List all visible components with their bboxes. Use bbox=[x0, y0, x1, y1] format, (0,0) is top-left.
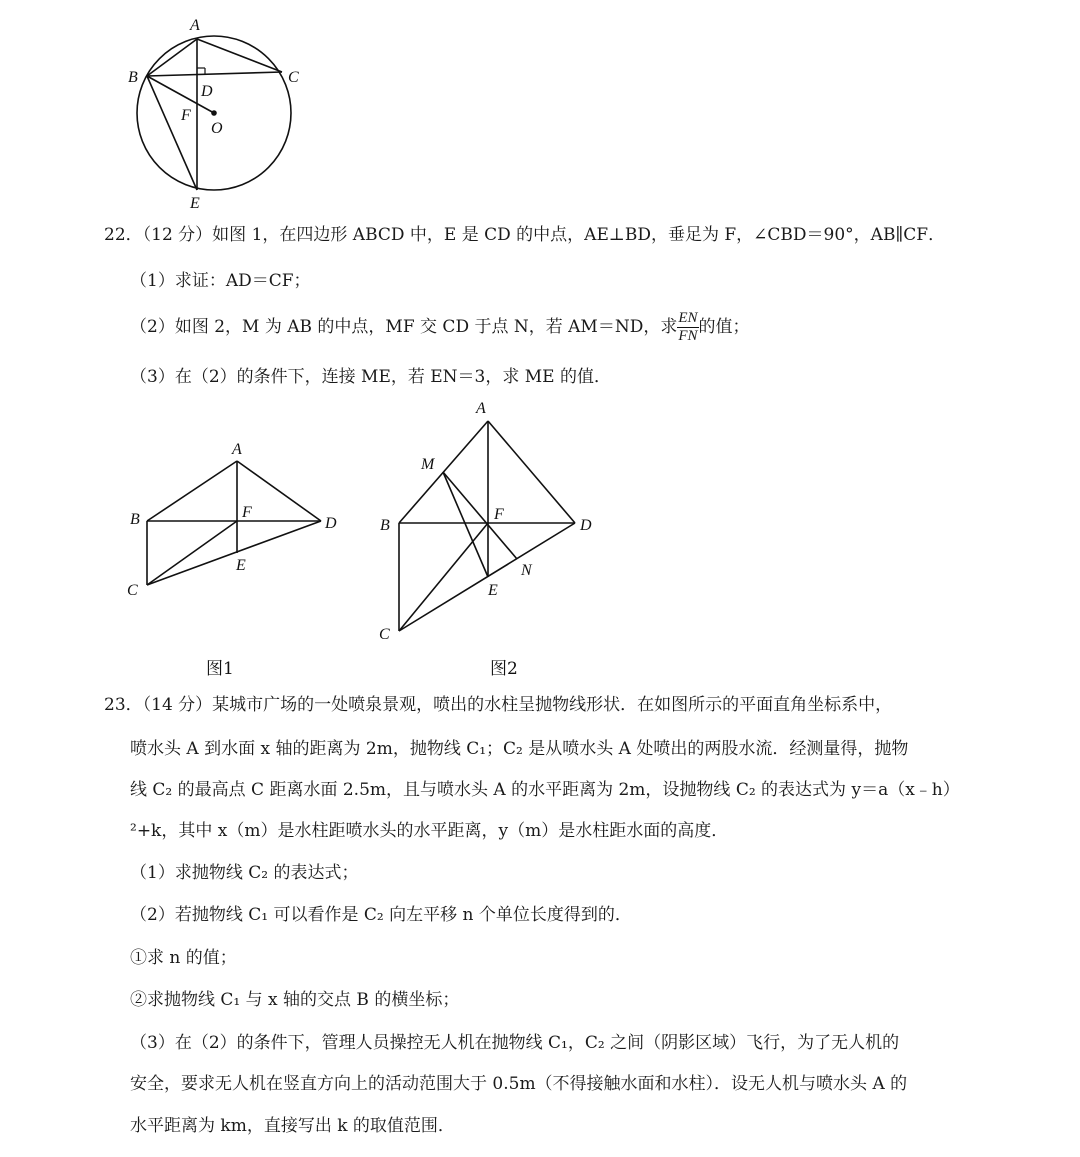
fig2-label-n: N bbox=[521, 562, 532, 579]
q23-line4: ²+k，其中 x（m）是水柱距喷水头的水平距离，y（m）是水柱距水面的高度． bbox=[130, 821, 729, 841]
point-o bbox=[211, 110, 217, 116]
fig2-label-c: C bbox=[379, 626, 390, 643]
q22-part2-text: （2）如图 2，M 为 AB 的中点，MF 交 CD 于点 N，若 AM＝ND，求 bbox=[130, 317, 678, 337]
q23-line3: 线 C₂ 的最高点 C 距离水面 2.5m，且与喷水头 A 的水平距离为 2m，设抛物线 C₂ 的表达式为 y＝a（x﹣h） bbox=[130, 780, 960, 800]
fig1-label-e: E bbox=[236, 557, 246, 574]
q23-part1: （1）求抛物线 C₂ 的表达式； bbox=[130, 863, 359, 883]
fig1-label-c: C bbox=[127, 582, 138, 599]
q23-line1: 23．（14 分）某城市广场的一处喷泉景观，喷出的水柱呈抛物线形状．在如图所示的平面直角坐标系中， bbox=[104, 695, 893, 715]
q23-line2: 喷水头 A 到水面 x 轴的距离为 2m，抛物线 C₁；C₂ 是从喷水头 A 处喷出的两股水流．经测量得，抛物 bbox=[130, 739, 909, 759]
fraction-en-fn bbox=[677, 310, 698, 345]
circle-figure bbox=[120, 8, 320, 213]
fig2-label-b: B bbox=[380, 517, 390, 534]
q22-part3: （3）在（2）的条件下，连接 ME，若 EN＝3，求 ME 的值． bbox=[130, 367, 611, 387]
fig2-label-m: M bbox=[421, 456, 435, 473]
q23-part2: （2）若抛物线 C₁ 可以看作是 C₂ 向左平移 n 个单位长度得到的． bbox=[130, 905, 632, 925]
q22-part2 bbox=[130, 308, 750, 346]
fig1-cf bbox=[147, 521, 237, 585]
fig1-ab bbox=[147, 461, 237, 521]
fig1-cd bbox=[147, 521, 321, 585]
q23-part3-line3: 水平距离为 km，直接写出 k 的取值范围． bbox=[130, 1116, 455, 1136]
q23-part2a: ①求 n 的值； bbox=[130, 948, 237, 968]
q23-part2b: ②求抛物线 C₁ 与 x 轴的交点 B 的横坐标； bbox=[130, 990, 460, 1010]
fig2-me bbox=[443, 472, 488, 577]
label-o: O bbox=[211, 120, 223, 137]
label-b: B bbox=[128, 69, 138, 86]
fig2-label-f: F bbox=[494, 506, 504, 523]
segment-bc bbox=[147, 72, 282, 76]
fig2-cf bbox=[399, 523, 488, 631]
segment-ac bbox=[197, 39, 282, 72]
label-f: F bbox=[181, 107, 191, 124]
q23-part3-line1: （3）在（2）的条件下，管理人员操控无人机在抛物线 C₁，C₂ 之间（阴影区域）飞行，为了无人机的 bbox=[130, 1033, 900, 1053]
segment-be bbox=[147, 76, 197, 190]
label-a: A bbox=[190, 17, 200, 34]
label-d: D bbox=[201, 83, 213, 100]
segment-ba bbox=[147, 39, 197, 76]
fig2-mn bbox=[443, 472, 517, 559]
fig2-label-a: A bbox=[476, 400, 486, 417]
figures-1-2 bbox=[110, 392, 610, 682]
q23-part3-line2: 安全，要求无人机在竖直方向上的活动范围大于 0.5m（不得接触水面和水柱）．设无人机与喷水头 A 的 bbox=[130, 1074, 908, 1094]
fig1-label-a: A bbox=[232, 441, 242, 458]
fig1-caption: 图1 bbox=[206, 659, 234, 679]
q22-stem: 22．（12 分）如图 1，在四边形 ABCD 中，E 是 CD 的中点，AE⊥BD，垂足为 F，∠CBD＝90°，AB∥CF． bbox=[104, 225, 946, 245]
fig1-label-f: F bbox=[242, 504, 252, 521]
fig2-label-d: D bbox=[580, 517, 592, 534]
fig1-label-b: B bbox=[130, 511, 140, 528]
q22-part1: （1）求证：AD＝CF； bbox=[130, 271, 311, 291]
fraction-denominator: FN bbox=[678, 328, 698, 344]
label-c: C bbox=[288, 69, 299, 86]
fig2-caption: 图2 bbox=[490, 659, 518, 679]
fig2-cd bbox=[399, 523, 575, 631]
label-e: E bbox=[190, 195, 200, 212]
fig2-label-e: E bbox=[488, 582, 498, 599]
fraction-numerator: EN bbox=[678, 310, 698, 326]
fig1-label-d: D bbox=[325, 515, 337, 532]
q22-part2-tail: 的值； bbox=[698, 317, 750, 337]
